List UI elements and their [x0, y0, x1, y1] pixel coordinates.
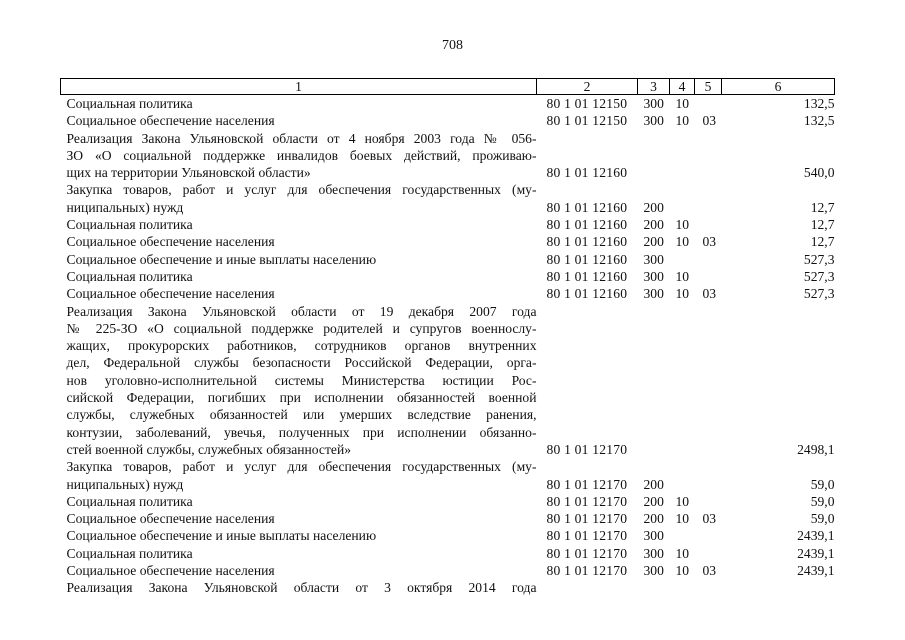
cell-expense-type: 300: [643, 251, 664, 267]
cell-description: [61, 181, 537, 216]
column-header-3: 3: [638, 79, 670, 95]
cell-section: 10: [675, 545, 690, 561]
cell-code: 80 1 01 12170: [546, 545, 628, 561]
cell-code: 80 1 01 12170: [546, 511, 628, 527]
cell-expense-type: [638, 130, 670, 182]
table-row: [61, 112, 835, 129]
cell-description: [61, 493, 537, 510]
cell-amount: 132,5: [803, 96, 835, 111]
description-line: стей военной службы, служебных обязанностей»: [66, 441, 352, 457]
table-row: [61, 130, 835, 182]
cell-section: [670, 303, 695, 459]
cell-subsection: [695, 527, 722, 544]
description-line: Социальное обеспечение населения: [66, 113, 275, 129]
cell-amount: 527,3: [803, 251, 835, 267]
table-row: [61, 251, 835, 268]
description-line: сийской Федерации, погибших при исполнении обязанностей военной: [66, 390, 537, 406]
cell-section: [670, 579, 695, 596]
description-line: Социальное обеспечение и иные выплаты населению: [66, 528, 377, 544]
cell-subsection: 03: [702, 511, 717, 527]
table-row: [61, 493, 835, 510]
table-row: [61, 233, 835, 250]
cell-section: [670, 527, 695, 544]
description-line: службы, служебных обязанностей или умерших вследствие ранения,: [66, 407, 537, 423]
cell-expense-type: [638, 303, 670, 459]
cell-expense-type: [638, 579, 670, 596]
cell-subsection: [695, 579, 722, 596]
cell-code: 80 1 01 12170: [546, 493, 628, 509]
cell-amount: 12,7: [810, 217, 835, 233]
cell-expense-type: 200: [643, 511, 664, 527]
cell-section: 10: [675, 268, 690, 284]
cell-amount: [722, 579, 835, 596]
table-row: [61, 579, 835, 596]
budget-table: [60, 78, 835, 597]
cell-expense-type: 300: [643, 563, 664, 579]
cell-subsection: 03: [702, 563, 717, 579]
cell-expense-type: 300: [643, 113, 664, 129]
cell-amount: 2498,1: [797, 441, 835, 457]
cell-subsection: [695, 545, 722, 562]
cell-amount: 59,0: [810, 511, 835, 527]
description-line: ниципальных) нужд: [66, 476, 184, 492]
cell-section: 10: [675, 511, 690, 527]
cell-subsection: [695, 303, 722, 459]
cell-section: 10: [675, 563, 690, 579]
cell-code: 80 1 01 12160: [546, 251, 628, 267]
cell-description: [61, 112, 537, 129]
cell-section: 10: [675, 286, 690, 302]
cell-amount: 12,7: [810, 234, 835, 250]
cell-expense-type: 200: [643, 493, 664, 509]
cell-description: [61, 285, 537, 302]
column-header-2: 2: [537, 79, 638, 95]
cell-section: [670, 130, 695, 182]
cell-code: 80 1 01 12160: [546, 234, 628, 250]
cell-section: [670, 181, 695, 216]
cell-code: 80 1 01 12170: [546, 563, 628, 579]
cell-amount: 2439,1: [797, 528, 835, 544]
cell-description: [61, 268, 537, 285]
cell-description: [61, 579, 537, 596]
cell-description: [61, 233, 537, 250]
cell-code: [537, 579, 638, 596]
description-line: № 225-ЗО «О социальной поддержке родителей и супругов военнослу-: [66, 320, 537, 336]
cell-subsection: [695, 130, 722, 182]
cell-amount: 2439,1: [797, 545, 835, 561]
description-line: Социальное обеспечение населения: [66, 234, 275, 250]
cell-description: [61, 458, 537, 493]
description-line: жащих, прокурорских работников, сотрудников органов внутренних: [66, 338, 537, 354]
cell-description: [61, 303, 537, 459]
table-row: [61, 458, 835, 493]
cell-expense-type: 200: [643, 199, 664, 215]
cell-description: [61, 251, 537, 268]
cell-expense-type: 200: [643, 234, 664, 250]
cell-section: 10: [675, 113, 690, 129]
cell-subsection: [695, 181, 722, 216]
table-row: [61, 216, 835, 233]
page-number: 708: [442, 38, 463, 53]
cell-section: [670, 458, 695, 493]
description-line: Реализация Закона Ульяновской области от 3 октября 2014 года: [66, 580, 537, 596]
cell-amount: 12,7: [810, 199, 835, 215]
table-row: [61, 562, 835, 579]
cell-code: 80 1 01 12160: [546, 217, 628, 233]
cell-section: 10: [675, 96, 690, 111]
cell-code: 80 1 01 12150: [546, 96, 628, 111]
description-line: Закупка товаров, работ и услуг для обеспечения государственных (му-: [66, 459, 537, 475]
cell-description: [61, 130, 537, 182]
cell-amount: 132,5: [803, 113, 835, 129]
description-line: Социальная политика: [66, 217, 193, 233]
cell-code: 80 1 01 12160: [546, 268, 628, 284]
column-header-1: 1: [61, 79, 537, 95]
cell-expense-type: 300: [643, 96, 664, 111]
cell-code: 80 1 01 12170: [546, 528, 628, 544]
cell-subsection: [695, 216, 722, 233]
cell-code: 80 1 01 12170: [546, 441, 628, 457]
cell-subsection: [695, 458, 722, 493]
description-line: Социальная политика: [66, 545, 193, 561]
table-row: [61, 510, 835, 527]
description-line: Социальная политика: [66, 96, 193, 111]
cell-subsection: [695, 95, 722, 113]
cell-code: 80 1 01 12160: [546, 199, 628, 215]
description-line: щих на территории Ульяновской области»: [66, 165, 311, 181]
table-row: [61, 268, 835, 285]
description-line: ниципальных) нужд: [66, 199, 184, 215]
cell-code: 80 1 01 12170: [546, 476, 628, 492]
cell-expense-type: 300: [643, 268, 664, 284]
cell-subsection: 03: [702, 113, 717, 129]
cell-subsection: 03: [702, 234, 717, 250]
cell-subsection: [695, 268, 722, 285]
cell-expense-type: 300: [643, 286, 664, 302]
cell-section: 10: [675, 234, 690, 250]
cell-code: 80 1 01 12160: [546, 286, 628, 302]
cell-expense-type: 300: [643, 545, 664, 561]
cell-description: [61, 527, 537, 544]
cell-expense-type: 200: [643, 476, 664, 492]
cell-code: 80 1 01 12160: [546, 165, 628, 181]
cell-subsection: [695, 251, 722, 268]
description-line: контузии, заболеваний, увечья, полученных при исполнении обязанно-: [66, 424, 537, 440]
description-line: Реализация Закона Ульяновской области от 4 ноября 2003 года № 056-: [66, 130, 537, 146]
description-line: нов уголовно-исполнительной системы Министерства юстиции Рос-: [66, 372, 537, 388]
cell-description: [61, 545, 537, 562]
cell-amount: 527,3: [803, 268, 835, 284]
cell-description: [61, 95, 537, 113]
table-row: [61, 545, 835, 562]
cell-description: [61, 510, 537, 527]
cell-expense-type: 200: [643, 217, 664, 233]
description-line: Социальное обеспечение населения: [66, 286, 275, 302]
description-line: Социальное обеспечение населения: [66, 511, 275, 527]
description-line: Закупка товаров, работ и услуг для обеспечения государственных (му-: [66, 182, 537, 198]
column-header-6: 6: [722, 79, 835, 95]
table-header-row: [61, 79, 835, 95]
description-line: ЗО «О социальной поддержке инвалидов боевых действий, проживаю-: [66, 147, 537, 163]
cell-expense-type: 300: [643, 528, 664, 544]
cell-section: [670, 251, 695, 268]
table-row: [61, 181, 835, 216]
cell-subsection: [695, 493, 722, 510]
cell-section: 10: [675, 493, 690, 509]
cell-amount: 527,3: [803, 286, 835, 302]
column-header-5: 5: [695, 79, 722, 95]
cell-description: [61, 562, 537, 579]
cell-amount: 540,0: [803, 165, 835, 181]
description-line: Социальная политика: [66, 493, 193, 509]
description-line: Социальная политика: [66, 268, 193, 284]
table-row: [61, 527, 835, 544]
table-row: [61, 95, 835, 113]
cell-amount: 59,0: [810, 493, 835, 509]
description-line: Социальное обеспечение и иные выплаты населению: [66, 251, 377, 267]
table-row: [61, 285, 835, 302]
table-row: [61, 303, 835, 459]
description-line: Реализация Закона Ульяновской области от 19 декабря 2007 года: [66, 303, 537, 319]
cell-code: 80 1 01 12150: [546, 113, 628, 129]
cell-amount: 2439,1: [797, 563, 835, 579]
cell-description: [61, 216, 537, 233]
cell-subsection: 03: [702, 286, 717, 302]
table-body: [61, 95, 835, 597]
description-line: дел, Федеральной службы безопасности Российской Федерации, орга-: [66, 355, 537, 371]
cell-section: 10: [675, 217, 690, 233]
cell-amount: 59,0: [810, 476, 835, 492]
description-line: Социальное обеспечение населения: [66, 563, 275, 579]
column-header-4: 4: [670, 79, 695, 95]
